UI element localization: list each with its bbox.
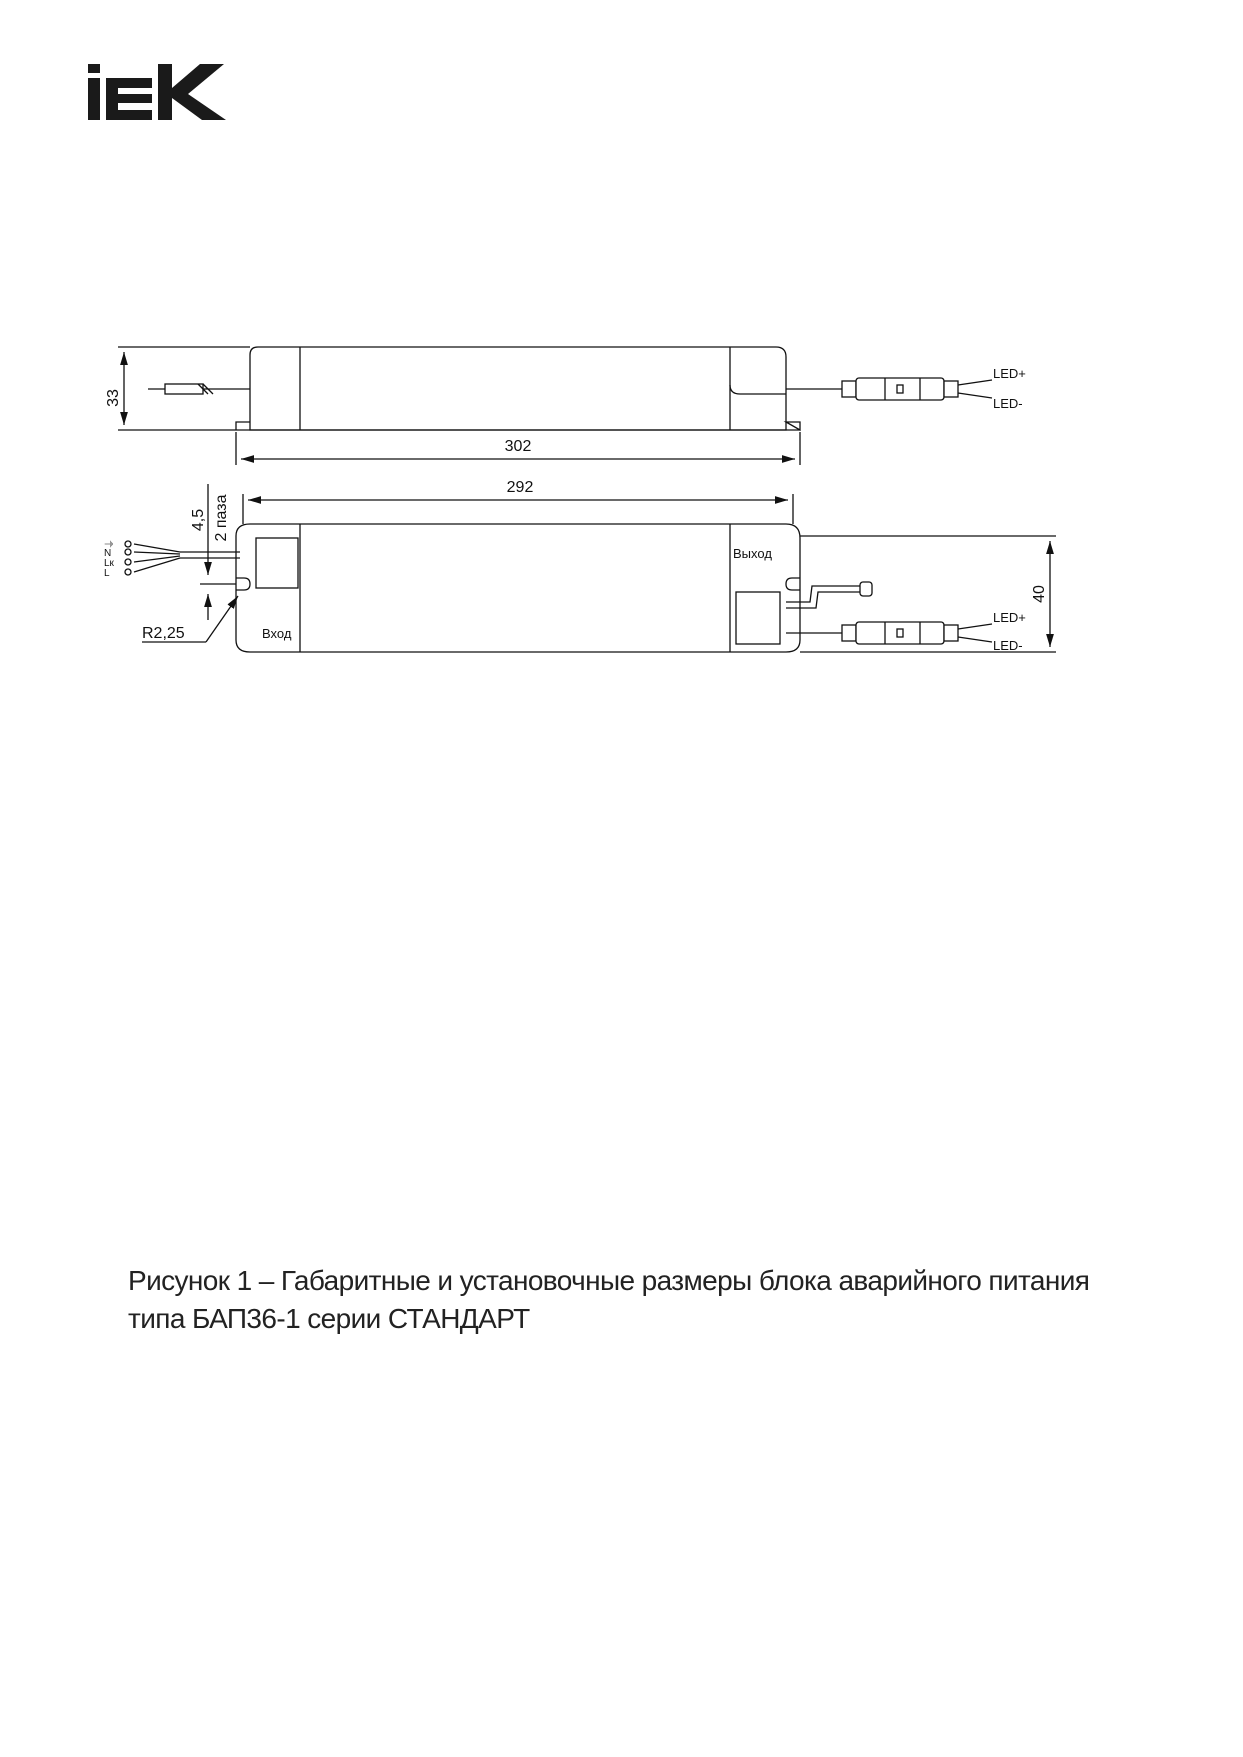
top-led-plus: LED+ (993, 366, 1026, 381)
output-label: Выход (733, 546, 772, 561)
top-led-minus: LED- (993, 396, 1023, 411)
slot-count: 2 паза (213, 494, 230, 542)
caption-line-2: типа БАП36-1 серии СТАНДАРТ (128, 1303, 530, 1334)
slot-size: 4,5 (190, 508, 207, 532)
caption-line-1: Рисунок 1 – Габаритные и установочные размеры блока аварийного питания (128, 1265, 1090, 1296)
height-dim-33: 33 (105, 389, 122, 407)
mount-dim-292: 292 (506, 479, 534, 496)
figure-caption (128, 1262, 1148, 1338)
bottom-led-plus: LED+ (993, 610, 1026, 625)
terminal-l: L (104, 568, 110, 579)
length-dim-302: 302 (504, 438, 532, 455)
terminal-n: N (104, 548, 112, 559)
input-label: Вход (262, 626, 292, 641)
side-view (118, 347, 992, 465)
terminal-lk: Lк (104, 558, 114, 569)
height-dim-40: 40 (1031, 585, 1048, 603)
radius-label: R2,25 (142, 625, 185, 642)
terminal-earth: ⏚ (105, 539, 116, 549)
bottom-led-minus: LED- (993, 638, 1023, 653)
